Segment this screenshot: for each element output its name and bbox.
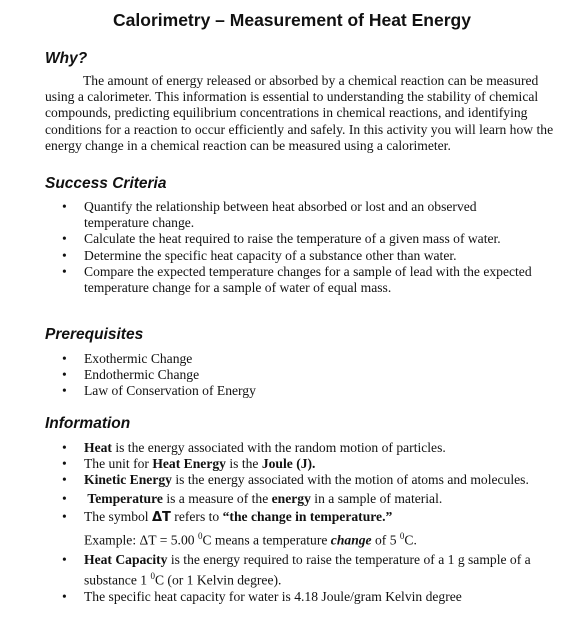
list-item: • Calculate the heat required to raise the temperature of a given mass of water. — [62, 231, 542, 247]
delta-t-symbol: ΔT — [151, 509, 171, 525]
list-item: • Heat is the energy associated with the random motion of particles. — [62, 440, 544, 456]
list-item: • Compare the expected temperature changes for a sample of lead with the expected temperature change for a sample of water of equal mass. — [62, 264, 542, 296]
list-item: • The symbol ΔT refers to “the change in temperature.” — [62, 509, 544, 526]
list-item: • Endothermic Change — [62, 367, 542, 383]
heading-success-criteria: Success Criteria — [45, 175, 167, 192]
list-item: • Law of Conservation of Energy — [62, 383, 542, 399]
page-title: Calorimetry – Measurement of Heat Energy — [113, 10, 471, 30]
prerequisites-list — [62, 351, 542, 400]
example-line: Example: ΔT = 5.00 $^0$C means a temperature change of 5 $^0$C. — [84, 531, 417, 548]
heading-prerequisites: Prerequisites — [45, 326, 144, 343]
why-paragraph: The amount of energy released or absorbed by a chemical reaction can be measured using a calorimeter. This information is essential to understanding the stability of chemical compounds, predicting equilibrium concentrations in chemical reactions, and identifying conditions for a reaction to occur efficiently and safely. In this activity you will learn how the energy change in a chemical reaction can be measured using a calorimeter. — [45, 73, 554, 153]
list-item: • Determine the specific heat capacity of a substance other than water. — [62, 248, 542, 264]
list-item: • Heat Capacity is the energy required to raise the temperature of a 1 g sample of a substance 1 $^0$C (or 1 Kelvin degree). — [62, 552, 544, 589]
list-item: • Kinetic Energy is the energy associated with the motion of atoms and molecules. — [62, 472, 544, 488]
list-item: • Quantify the relationship between heat absorbed or lost and an observed temperature change. — [62, 199, 542, 231]
list-item: • Exothermic Change — [62, 351, 542, 367]
list-item: • The unit for Heat Energy is the Joule (J). — [62, 456, 544, 472]
heading-information: Information — [45, 415, 131, 432]
heading-why: Why? — [45, 50, 88, 67]
information-list — [62, 440, 544, 605]
list-item: • Temperature is a measure of the energy in a sample of material. — [62, 491, 544, 507]
success-criteria-list — [62, 199, 542, 296]
list-item: • The specific heat capacity for water is 4.18 Joule/gram Kelvin degree — [62, 589, 544, 605]
